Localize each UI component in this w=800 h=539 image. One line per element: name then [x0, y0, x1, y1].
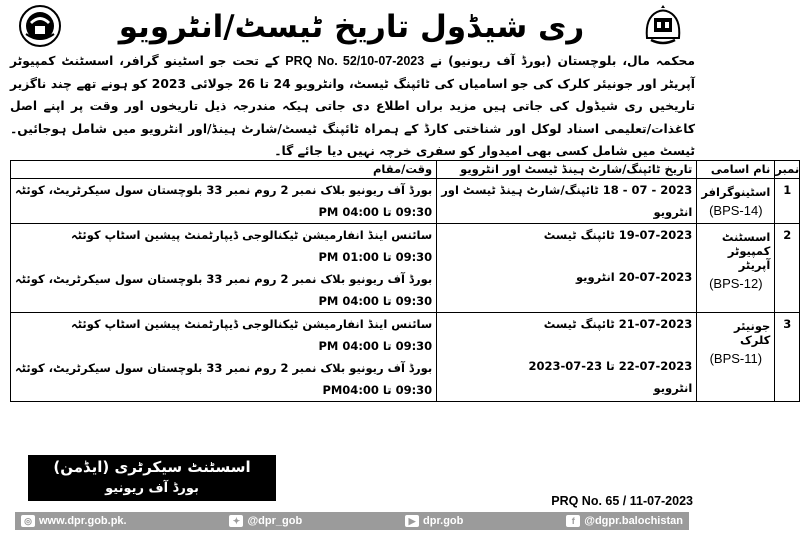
row-no: 3: [775, 313, 800, 402]
venue-time-line: 09:30 تا PM 04:00: [318, 294, 433, 308]
venue-line: سائنس اینڈ انفارمیشن ٹیکنالوجی ڈیپارٹمنٹ پیشین اسٹاپ کوئٹہ: [70, 317, 433, 331]
balochistan-emblem-icon: [18, 4, 62, 48]
footer-youtube[interactable]: [405, 515, 463, 527]
row-venue: [11, 224, 437, 313]
date-line: [437, 246, 696, 266]
venue-time-line: 09:30 تا PM04:00: [322, 383, 433, 397]
footer-website-text: www.dpr.gob.pk.: [39, 515, 127, 527]
date-line: 20-07-2023 انٹرویو: [575, 270, 693, 284]
signature-designation: اسسٹنٹ سیکرٹری (ایڈمن): [53, 458, 251, 476]
footer-facebook-text: @dgpr.balochistan: [584, 515, 683, 527]
row-venue: [11, 179, 437, 224]
header-post: نام اسامی: [697, 161, 775, 179]
footer-youtube-text: dpr.gob: [423, 515, 464, 527]
table-row: [11, 313, 800, 402]
twitter-icon: ✦: [229, 515, 243, 527]
row-date: [437, 313, 697, 402]
date-line: انٹرویو: [653, 205, 693, 219]
header-venue: وقت/مقام: [11, 161, 437, 179]
venue-line: بورڈ آف ریونیو بلاک نمبر 2 روم نمبر 33 بلوچستان سول سیکرٹریٹ، کوئٹہ: [15, 272, 433, 286]
venue-line: بورڈ آف ریونیو بلاک نمبر 2 روم نمبر 33 بلوچستان سول سیکرٹریٹ، کوئٹہ: [15, 183, 433, 197]
row-venue: [11, 313, 437, 402]
row-post: [697, 224, 775, 313]
intro-prq-reference: PRQ No. 52/10-07-2023: [285, 54, 425, 68]
globe-icon: ◎: [21, 515, 35, 527]
row-no: 2: [775, 224, 800, 313]
date-line: 21-07-2023 ٹائپنگ ٹیسٹ: [543, 317, 693, 331]
table-row: [11, 224, 800, 313]
intro-part-2: کے تحت جو اسٹینو گرافر، اسسٹنٹ کمپیوٹر آپریٹر اور جونیئر کلرک کی جو اسامیاں کی ٹائپنگ ٹیسٹ، وانٹرویو 24 تا 26 جولائی 2023 کو ہونے تھے چند ناگزیر تاریخیں ری شیڈول کی جاتی ہیں مزید براں اطلاع دی جاتی ہیکہ مندرجہ ذیل تاریخوں اور وقت پر اپنے اصل کاغذات/تعلیمی اسناد لوکل اور شناختی کارڈ کے ہمراہ ٹائپنگ ٹیسٹ/شارٹ ہینڈ/اور انٹرویو میں شامل ہوجائیں۔ ٹیسٹ میں شامل کسی بھی امیدوار کو سفری خرچہ نہیں دیا جائے گا۔: [10, 54, 696, 159]
venue-time-line: 09:30 تا PM 04:00: [318, 339, 433, 353]
pakistan-emblem-icon: [641, 4, 685, 48]
footer-website[interactable]: [21, 515, 127, 527]
date-line: [437, 335, 696, 355]
table-header-row: [11, 161, 800, 179]
youtube-icon: ▶: [405, 515, 419, 527]
signature-department: بورڈ آف ریونیو: [105, 481, 199, 496]
venue-line: سائنس اینڈ انفارمیشن ٹیکنالوجی ڈیپارٹمنٹ پیشین اسٹاپ کوئٹہ: [70, 228, 433, 242]
row-post: [697, 313, 775, 402]
post-bps: (BPS-11): [709, 351, 763, 366]
row-no: 1: [775, 179, 800, 224]
table-row: [11, 179, 800, 224]
intro-part-1: محکمہ مال، بلوچستان (بورڈ آف ریونیو) نے: [430, 54, 695, 68]
post-name: جونیئر کلرک: [733, 319, 771, 347]
footer-twitter-text: @dpr_gob: [247, 515, 303, 527]
schedule-table: [10, 160, 800, 402]
venue-time-line: 09:30 تا PM 01:00: [318, 250, 433, 264]
page-title: ری شیڈول تاریخ ٹیسٹ/انٹرویو: [118, 9, 585, 45]
footer-twitter[interactable]: [229, 515, 302, 527]
header-date: تاریخ ٹائپنگ/شارٹ ہینڈ ٹیسٹ اور انٹرویو: [437, 161, 697, 179]
row-post: [697, 179, 775, 224]
signature-block: [28, 455, 276, 501]
footer-facebook[interactable]: [566, 515, 683, 527]
venue-line: بورڈ آف ریونیو بلاک نمبر 2 روم نمبر 33 بلوچستان سول سیکرٹریٹ، کوئٹہ: [15, 361, 433, 375]
row-date: [437, 224, 697, 313]
social-footer-bar: [15, 512, 689, 530]
post-bps: (BPS-14): [709, 203, 763, 218]
date-line: انٹرویو: [653, 381, 693, 395]
row-date: [437, 179, 697, 224]
date-line: 19-07-2023 ٹائپنگ ٹیسٹ: [543, 228, 693, 242]
prq-reference-footer: PRQ No. 65 / 11-07-2023: [551, 494, 693, 508]
venue-time-line: 09:30 تا PM 04:00: [318, 205, 433, 219]
header-no: نمبر: [775, 161, 800, 179]
intro-paragraph: [10, 50, 695, 163]
post-bps: (BPS-12): [709, 276, 763, 291]
date-line: 2023 - 07 - 18 ٹائپنگ/شارٹ ہینڈ ٹیسٹ اور: [441, 183, 693, 197]
date-line: 22-07-2023 تا 23-07-2023: [528, 359, 693, 373]
facebook-icon: f: [566, 515, 580, 527]
post-name: اسسٹنٹ کمپیوٹر آپریٹر: [721, 230, 771, 272]
post-name: اسٹینوگرافر: [701, 185, 771, 199]
